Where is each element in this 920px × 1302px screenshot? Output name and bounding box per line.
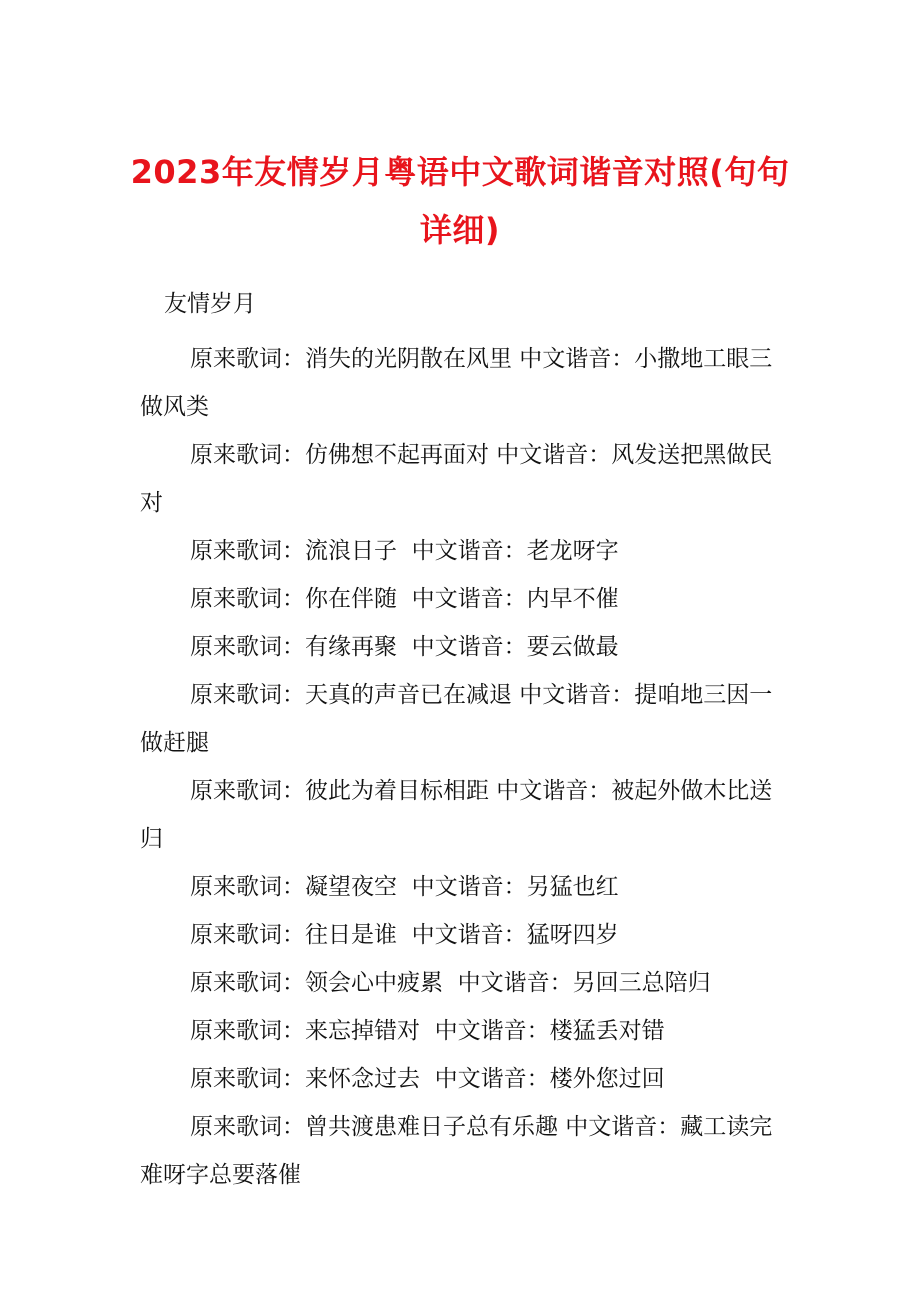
document-title: 2023年友情岁月粤语中文歌词谐音对照(句句详细) [130, 153, 790, 249]
lyric-text: 原来歌词：消失的光阴散在风里 中文谐音：小撒地工眼三做风类 [140, 346, 773, 420]
lyric-text: 原来歌词：天真的声音已在减退 中文谐音：提咱地三因一做赶腿 [140, 682, 773, 756]
lyrics-list [140, 335, 790, 1199]
song-title: 友情岁月 [164, 291, 256, 317]
lyric-line [140, 575, 790, 623]
lyric-text: 原来歌词：仿佛想不起再面对 中文谐音：风发送把黑做民对 [140, 442, 773, 516]
lyric-line [140, 527, 790, 575]
lyric-line [140, 911, 790, 959]
lyric-text: 原来歌词：流浪日子 中文谐音：老龙呀字 [190, 538, 619, 564]
lyric-text: 原来歌词：你在伴随 中文谐音：内早不催 [190, 586, 619, 612]
lyric-line [140, 431, 790, 527]
lyric-line [140, 767, 790, 863]
lyric-text: 原来歌词：来忘掉错对 中文谐音：楼猛丢对错 [190, 1018, 665, 1044]
lyric-line [140, 335, 790, 431]
lyric-line [140, 671, 790, 767]
lyric-line [140, 1007, 790, 1055]
lyric-text: 原来歌词：往日是谁 中文谐音：猛呀四岁 [190, 922, 619, 948]
lyric-text: 原来歌词：领会心中疲累 中文谐音：另回三总陪归 [190, 970, 711, 996]
lyric-line [140, 1103, 790, 1199]
lyric-text: 原来歌词：彼此为着目标相距 中文谐音：被起外做木比送归 [140, 778, 773, 852]
lyric-text: 原来歌词：曾共渡患难日子总有乐趣 中文谐音：藏工读完难呀字总要落催 [140, 1114, 773, 1188]
lyric-line [140, 863, 790, 911]
lyric-text: 原来歌词：有缘再聚 中文谐音：要云做最 [190, 634, 619, 660]
lyric-text: 原来歌词：凝望夜空 中文谐音：另猛也红 [190, 874, 619, 900]
lyric-line [140, 959, 790, 1007]
lyric-text: 原来歌词：来怀念过去 中文谐音：楼外您过回 [190, 1066, 665, 1092]
lyric-line [140, 623, 790, 671]
lyric-line [140, 1055, 790, 1103]
